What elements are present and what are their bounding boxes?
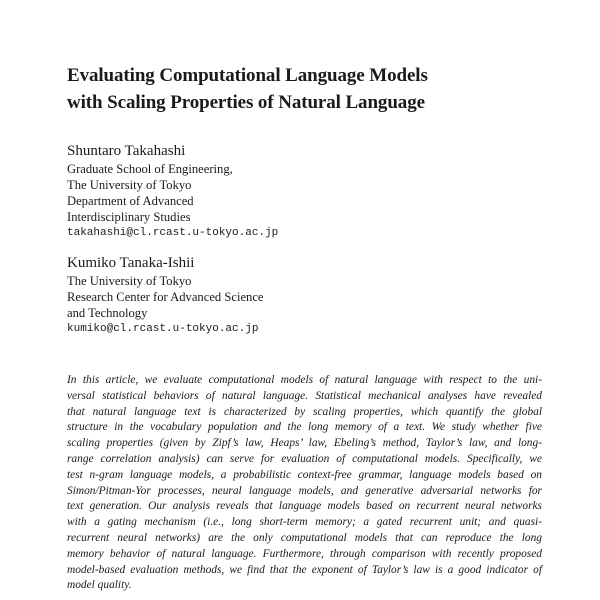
affiliation-line: Interdisciplinary Studies	[67, 210, 191, 224]
affiliation-line: The University of Tokyo	[67, 178, 192, 192]
affiliation-line: Graduate School of Engineering,	[67, 162, 233, 176]
abstract-line: memory behavior of natural language. Furthermore, through comparison with recently proposed	[67, 547, 542, 560]
author-block-tanaka-ishii	[67, 254, 487, 337]
abstract-line: recurrent neural networks) are the only computational models that can reproduce the long	[67, 531, 542, 544]
abstract-line: model quality.	[67, 579, 132, 592]
abstract	[67, 373, 542, 594]
abstract-line: test n-gram language models, a probabilistic context-free grammar, language models based on	[67, 468, 542, 481]
abstract-line: Simon/Pitman-Yor processes, neural language models, and generative adversarial networks for	[67, 484, 542, 497]
abstract-line: range correlation analysis) can serve for evaluation of computational models. Specifically, we	[67, 452, 542, 465]
author-email[interactable]: takahashi@cl.rcast.u-tokyo.ac.jp	[67, 227, 279, 239]
abstract-line: model-based evaluation methods, we find that the exponent of Taylor’s law is a good indicator of	[67, 563, 542, 576]
abstract-line: that natural language text is characterized by scaling properties, which quantify the global	[67, 405, 542, 418]
title-line: with Scaling Properties of Natural Language	[67, 92, 425, 113]
abstract-line: text generation. Our analysis reveals that language models based on recurrent neural networks	[67, 500, 542, 513]
author-name: Shuntaro Takahashi	[67, 143, 186, 159]
abstract-line: scaling properties (given by Zipf’s law, Heaps’ law, Ebeling’s method, Taylor’s law, and long-	[67, 437, 542, 450]
author-name: Kumiko Tanaka-Ishii	[67, 255, 195, 271]
author-email[interactable]: kumiko@cl.rcast.u-tokyo.ac.jp	[67, 323, 259, 335]
affiliation-line: and Technology	[67, 306, 148, 320]
affiliation-line: Research Center for Advanced Science	[67, 290, 264, 304]
affiliation-line: Department of Advanced	[67, 194, 194, 208]
author-block-takahashi	[67, 142, 487, 241]
paper-title	[67, 62, 547, 116]
abstract-line: with a gating mechanism (i.e., long short-term memory; a gated recurrent unit; and quasi-	[67, 516, 542, 529]
affiliation-line: The University of Tokyo	[67, 274, 192, 288]
title-line: Evaluating Computational Language Models	[67, 65, 428, 86]
abstract-line: In this article, we evaluate computational models of natural language with respect to the uni-	[67, 374, 542, 386]
abstract-line: versal statistical behaviors of natural language. Statistical mechanical analyses have revealed	[67, 389, 542, 402]
abstract-line: structure in the vocabulary population and the long memory of a text. We study whether five	[67, 421, 542, 434]
